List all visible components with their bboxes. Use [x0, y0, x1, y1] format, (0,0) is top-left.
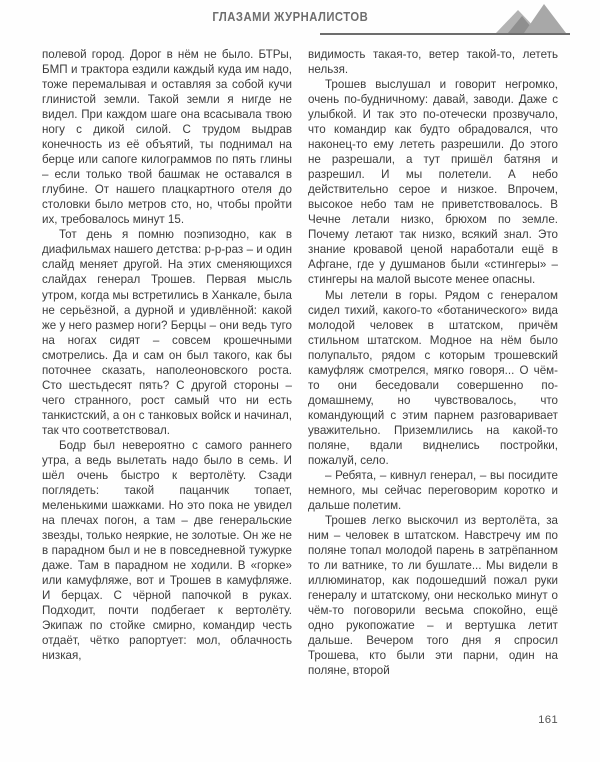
paragraph: Тот день я помню поэпизодно, как в диафильмах нашего детства: р-р-раз – и один слайд меняет другой. На этих сменяющихся слайдах генерал Трошев. Первая мысль утром, когда мы встретились в Ханкале, была не серьёзной, а дурной и удивлённой: какой же у него размер ноги? Берцы – они ведь туго на ногах сидят – совсем крошечными смотрелись. Да и сам он был такого, как бы поточнее сказать, наполеоновского роста. Сто шестьдесят пять? С другой стороны – чего странного, рост самый что ни есть танкистский, а он с танковых войск и начинал, так что соответствовал. [42, 228, 292, 437]
column-right [308, 47, 558, 697]
paragraph: – Ребята, – кивнул генерал, – вы посидите немного, мы сейчас переговорим коротко и дальше полетим. [308, 468, 558, 512]
paragraph: полевой город. Дорог в нём не было. БТРы, БМП и трактора ездили каждый куда им надо, тоже перемалывая и оставляя за собой кучи глинистой земли. Такой земли я нигде не видел. При каждом шаге она всасывала твою ногу с дикой силой. С трудом выдрав конечность из её объятий, ты поднимал на берце или сапоге килограммов по пять глины – если только твой башмак не оставался в глубине. От нашего плацкартного отеля до столовки было метров сто, но, чтобы пройти их, требовалось минут 15. [42, 48, 292, 227]
paragraph: видимость такая-то, ветер такой-то, лететь нельзя. [308, 48, 558, 77]
running-header [0, 0, 600, 42]
column-left [42, 47, 292, 697]
paragraph: Бодр был невероятно с самого раннего утра, а ведь вылетать надо было в семь. И шёл очень быстро к вертолёту. Сзади поглядеть: такой пацанчик топает, меленькими шажками. Но это пока не увидел на плечах погон, а там – две генеральские звезды, только неяркие, не золотые. Он же не в парадном был и не в повседневной тужурке даже. Там в парадном не ходили. В «горке» или камуфляже, вот и Трошев в камуфляже. И берцах. С чёрной папочкой в руках. Подходит, почти подбегает к вертолёту. Экипаж по стойке смирно, командир честь отдаёт, чётко рапортует: мол, облачность низкая, [42, 438, 292, 663]
paragraph: Трошев легко выскочил из вертолёта, за ним – человек в штатском. Навстречу им по поляне топал молодой парень в затрёпанном то ли ватнике, то ли бушлате... Мы видели в иллюминатор, как подошедший пожал руки генералу и штатскому, они несколько минут о чём-то поговорили весьма спокойно, ещё одно рукопожатие – и вертушка летит дальше. Вечером того дня я спросил Трошева, кто были эти парни, один на поляне, второй [308, 513, 558, 678]
header-title: ГЛАЗАМИ ЖУРНАЛИСТОВ [212, 10, 368, 24]
paragraph: Трошев выслушал и говорит негромко, очень по-будничному: давай, заводи. Даже с улыбкой. И так это по-отечески прозвучало, что командир как будто обрадовался, что наконец-то ему лететь разрешили. До этого не разрешали, а тут пришёл батяня и разрешил. И мы полетели. А небо действительно серое и низкое. Впрочем, высокое небо там не приветствовалось. В Чечне летали низко, брюхом по земле. Почему летают так низко, всякий знал. Это знание кровавой ценой наработали ещё в Афгане, где у душманов были «стингеры» – стингеры на малой высоте менее опасны. [308, 78, 558, 287]
paragraph: Мы летели в горы. Рядом с генералом сидел тихий, какого-то «ботанического» вида молодой человек в штатском, причём стильном штатском. Модное на нём было полупальто, рядом с которым трошевский камуфляж смотрелся, мягко говоря... О чём-то они беседовали совершенно по-домашнему, но чувствовалось, что командующий с этим парнем разговаривает уважительно. Приземлились на какой-то поляне, вдали виднелись постройки, пожалуй, село. [308, 288, 558, 467]
text-columns [42, 47, 558, 697]
mountains-icon [480, 4, 575, 34]
page-number: 161 [538, 714, 558, 726]
